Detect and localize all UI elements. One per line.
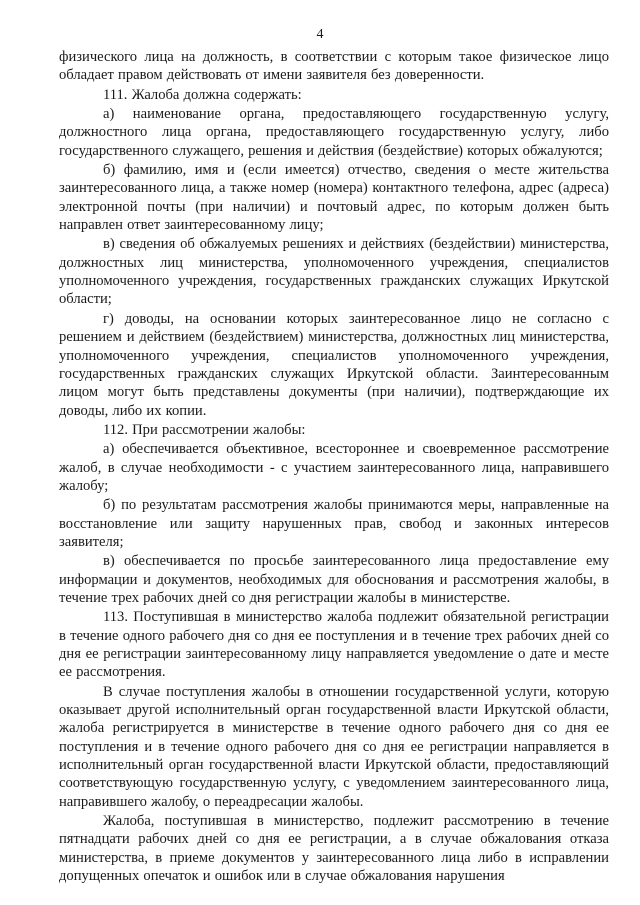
paragraph: б) фамилию, имя и (если имеется) отчество, сведения о месте жительства заинтересованного лица, а также номер (номера) контактного телефона, адрес (адреса) электронной почты (при наличии) и почтовый адрес, по которым должен быть направлен ответ заинтересованному лицу; xyxy=(59,162,609,234)
paragraph: б) по результатам рассмотрения жалобы принимаются меры, направленные на восстановление или защиту нарушенных прав, свобод и законных интересов заявителя; xyxy=(59,497,609,550)
paragraph: а) наименование органа, предоставляющего государственную услугу, должностного лица органа, предоставляющего государственную услугу, либо государственного служащего, решения и действия (бездействие) которых обжалуются; xyxy=(59,106,609,159)
document-body xyxy=(59,48,609,886)
paragraph: в) обеспечивается по просьбе заинтересованного лица предоставление ему информации и документов, необходимых для обоснования и рассмотрения жалобы, в течение трех рабочих дней со дня регистрации жалобы в министерстве. xyxy=(59,553,609,606)
paragraph: Жалоба, поступившая в министерство, подлежит рассмотрению в течение пятнадцати рабочих дней со дня ее регистрации, а в случае обжалования отказа министерства, в приеме документов у заинтересованного лица либо в исправлении допущенных опечаток и ошибок или в случае обжалования нарушения xyxy=(59,813,609,885)
paragraph: физического лица на должность, в соответствии с которым такое физическое лицо обладает правом действовать от имени заявителя без доверенности. xyxy=(59,49,609,84)
paragraph: а) обеспечивается объективное, всестороннее и своевременное рассмотрение жалоб, в случае необходимости - с участием заинтересованного лица, направившего жалобу; xyxy=(59,441,609,494)
page-number: 4 xyxy=(316,27,324,42)
paragraph: в) сведения об обжалуемых решениях и действиях (бездействии) министерства, должностных лиц министерства, уполномоченного учреждения, специалистов уполномоченного учреждения, государственных гражданских служащих Иркутской области; xyxy=(59,236,609,308)
paragraph: 111. Жалоба должна содержать: xyxy=(103,86,302,103)
paragraph: 113. Поступившая в министерство жалоба подлежит обязательной регистрации в течение одного рабочего дня со дня ее поступления и в течение трех рабочих дней со дня ее регистрации заинтересованному лицу направляется уведомление о дате и месте ее рассмотрения. xyxy=(59,609,609,681)
paragraph: г) доводы, на основании которых заинтересованное лицо не согласно с решением и действием (бездействием) министерства, должностных лиц министерства, уполномоченного учреждения, специалистов уполномоченного учреждения, государственных гражданских служащих Иркутской области. Заинтересованным лицом могут быть представлены документы (при наличии), подтверждающие их доводы, либо их копии. xyxy=(59,310,609,419)
paragraph: В случае поступления жалобы в отношении государственной услуги, которую оказывает другой исполнительный орган государственной власти Иркутской области, жалоба регистрируется в министерстве в течение одного рабочего дня со дня ее поступления и в течение одного рабочего дня со дня ее регистрации направляется в исполнительный орган государственной власти Иркутской области, предоставляющий соответствующую государственную услугу, с уведомлением заинтересованного лица, направившего жалобу, о переадресации жалобы. xyxy=(59,683,609,810)
paragraph: 112. При рассмотрении жалобы: xyxy=(103,421,306,438)
